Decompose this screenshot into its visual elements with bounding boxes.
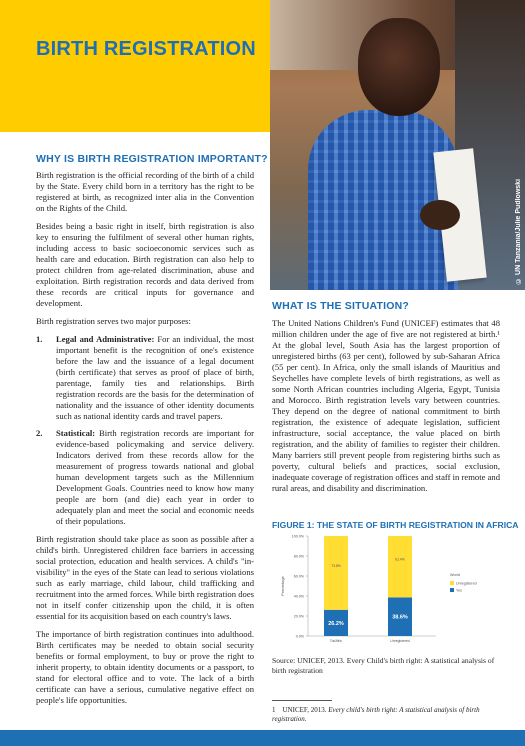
paragraph: The importance of birth registration continues into adulthood. Birth certificates may be needed to obtain social security benefits or formal employment, to buy or prove the right to inherit property, to obtain identity documents or a passport, to stand for electoral office and to vote. The lack of a birth certificate can have a serious, cumulative negative effect on people's life opportunities. bbox=[36, 629, 254, 705]
right-column bbox=[272, 318, 500, 501]
paragraph: Birth registration is the official recording of the birth of a child by the State. Every child born in a territory has the right to be registered at birth, as recognized inter alia in the Convention on the Rights of the Child. bbox=[36, 170, 254, 213]
footnote: 1 UNICEF, 2013. Every child's birth right: A statistical analysis of birth registration. bbox=[272, 706, 480, 723]
y-axis-label: Percentage bbox=[281, 576, 285, 596]
photo-credit: © UN Tanzania/Julie Pudlowski bbox=[515, 179, 522, 284]
data-label-yes: 38.6% bbox=[392, 614, 408, 621]
legend-title: World bbox=[450, 573, 460, 577]
section-heading-importance: WHY IS BIRTH REGISTRATION IMPORTANT? bbox=[36, 153, 268, 165]
section-heading-situation: WHAT IS THE SITUATION? bbox=[272, 300, 409, 312]
child-photo bbox=[270, 0, 525, 290]
list-item: 2. Statistical: Birth registration records are important for evidence-based policymaking and service delivery. Indicators derived from these records allow for the measurement of progress towards national and global human development targets such as the Millennium Development Goals. Countries need to know how many people are born (and die) each year in order to adequately plan and meet the social and economic needs of their populations. bbox=[36, 428, 254, 526]
legend-swatch-yes bbox=[450, 588, 454, 592]
chart-svg bbox=[276, 532, 496, 644]
data-label-unregistered: 61.4% bbox=[395, 557, 405, 562]
x-tick-label: Tot/Afric bbox=[329, 639, 343, 643]
list-item: 1. Legal and Administrative: For an individual, the most important benefit is the recognition of one's existence before the law and the issuance of a legal document (birth certificate) that serves as proof of place of birth, parentage, family ties and relationships. Birth registration records are the basis for the determination of nationality and the issuance of other identity documents such as national identity cards and travel papers. bbox=[36, 334, 254, 421]
birth-registration-chart bbox=[276, 532, 496, 644]
paragraph: The United Nations Children's Fund (UNICEF) estimates that 48 million children under the age of five are not registered at birth.¹ At the global level, South Asia has the largest proportion of unregistered births (63 per cent), followed by sub-Saharan Africa (55 per cent). In Africa, only the small islands of Mauritius and Seychelles have complete levels of birth registrations, as well as some North African countries including Algeria, Egypt, Tunisia and Morocco. Birth registration levels vary between countries. They depend on the degree of national commitment to birth registration, the existence of adequate legislation, sufficient infrastructure, social acceptance, the value placed on birth registration, and the ability of families to register their children. Many barriers still prevent people from registering births such as poverty, cultural beliefs and practices, social exclusion, inadequate coverage of registration offices and staff in remote and rural areas, and disability and discrimination. bbox=[272, 318, 500, 493]
y-tick-label: 0.0% bbox=[295, 634, 304, 639]
footnote-divider bbox=[272, 700, 332, 701]
figure-source: Source: UNICEF, 2013. Every Child's birth right: A statistical analysis of birth registration bbox=[272, 656, 495, 675]
y-tick-label: 40.0% bbox=[293, 594, 304, 599]
legend-label-yes: Yes bbox=[456, 588, 462, 593]
purposes-list bbox=[36, 334, 254, 527]
legend-label-unregistered: Unregistered bbox=[456, 581, 477, 586]
left-column bbox=[36, 170, 254, 713]
y-tick-label: 100.0% bbox=[291, 534, 304, 539]
figure-title: FIGURE 1: THE STATE OF BIRTH REGISTRATION IN AFRICA bbox=[272, 520, 519, 530]
bar-unregistered bbox=[324, 536, 348, 610]
paragraph: Birth registration should take place as soon as possible after a child's birth. Unregistered children face barriers in accessing social protection, education and health services. A child's "in-visibility" in the eyes of the State can lead to serious violations such as early marriage, child labour, child trafficking and recruitment into the armed forces. While birth registration does not in itself confer citizenship upon the child, it is often essential for its acquisition based on each country's laws. bbox=[36, 534, 254, 621]
y-tick-label: 60.0% bbox=[293, 574, 304, 579]
x-tick-label: Unregistered bbox=[390, 639, 410, 643]
data-label-unregistered: 73.8% bbox=[331, 563, 341, 568]
paragraph: Birth registration serves two major purposes: bbox=[36, 316, 191, 326]
bar-unregistered bbox=[388, 536, 412, 597]
y-tick-label: 20.0% bbox=[293, 614, 304, 619]
paragraph: Besides being a basic right in itself, birth registration is also key to ensuring the fulfilment of several other human rights, including access to basic socioeconomic services such as health care and education. Birth registration can also help to protect children from age-related discrimination, abuse and exploitation. Birth registration records and data derived from these records are critical inputs for governance and development. bbox=[36, 221, 254, 308]
y-tick-label: 80.0% bbox=[293, 554, 304, 559]
footer-band bbox=[0, 730, 525, 746]
legend-swatch-unregistered bbox=[450, 581, 454, 585]
data-label-yes: 26.2% bbox=[328, 620, 344, 627]
page-title: BIRTH REGISTRATION bbox=[36, 38, 256, 60]
